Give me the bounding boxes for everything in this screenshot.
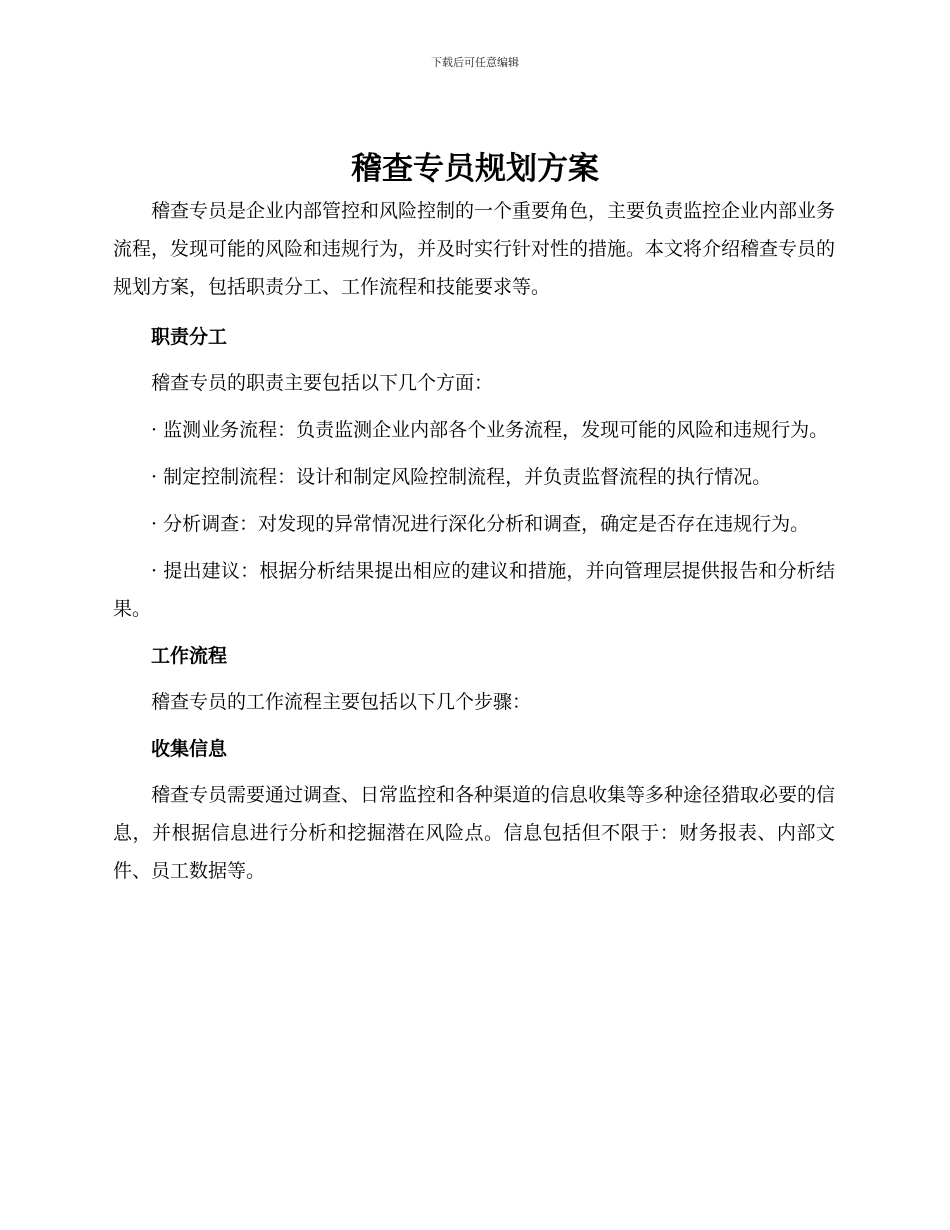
duty-item-3: · 分析调查：对发现的异常情况进行深化分析和调查，确定是否存在违规行为。 — [151, 513, 810, 535]
workflow-intro-paragraph: 稽查专员的工作流程主要包括以下几个步骤： — [151, 691, 532, 713]
section-heading-collect: 收集信息 — [151, 738, 228, 760]
duties-intro-paragraph: 稽查专员的职责主要包括以下几个方面： — [151, 372, 494, 394]
duty-item-2: · 制定控制流程：设计和制定风险控制流程，并负责监督流程的执行情况。 — [151, 466, 772, 488]
collect-paragraph: 稽查专员需要通过调查、日常监控和各种渠道的信息收集等多种途径猎取必要的信息，并根据信息进行分析和挖掘潜在风险点。信息包括但不限于：财务报表、内部文件、员工数据等。 — [113, 784, 836, 882]
intro-paragraph: 稽查专员是企业内部管控和风险控制的一个重要角色，主要负责监控企业内部业务流程，发现可能的风险和违规行为，并及时实行针对性的措施。本文将介绍稽查专员的规划方案，包括职责分工、工作流程和技能要求等。 — [113, 200, 836, 298]
page-title: 稽查专员规划方案 — [351, 151, 599, 187]
section-heading-workflow: 工作流程 — [151, 645, 228, 667]
section-heading-duties: 职责分工 — [151, 326, 228, 348]
duty-item-1: · 监测业务流程：负责监测企业内部各个业务流程，发现可能的风险和违规行为。 — [151, 419, 829, 441]
duty-item-4: · 提出建议：根据分析结果提出相应的建议和措施，并向管理层提供报告和分析结果。 — [113, 560, 835, 620]
document-body — [113, 192, 835, 899]
header-note: 下载后可任意编辑 — [431, 56, 519, 69]
